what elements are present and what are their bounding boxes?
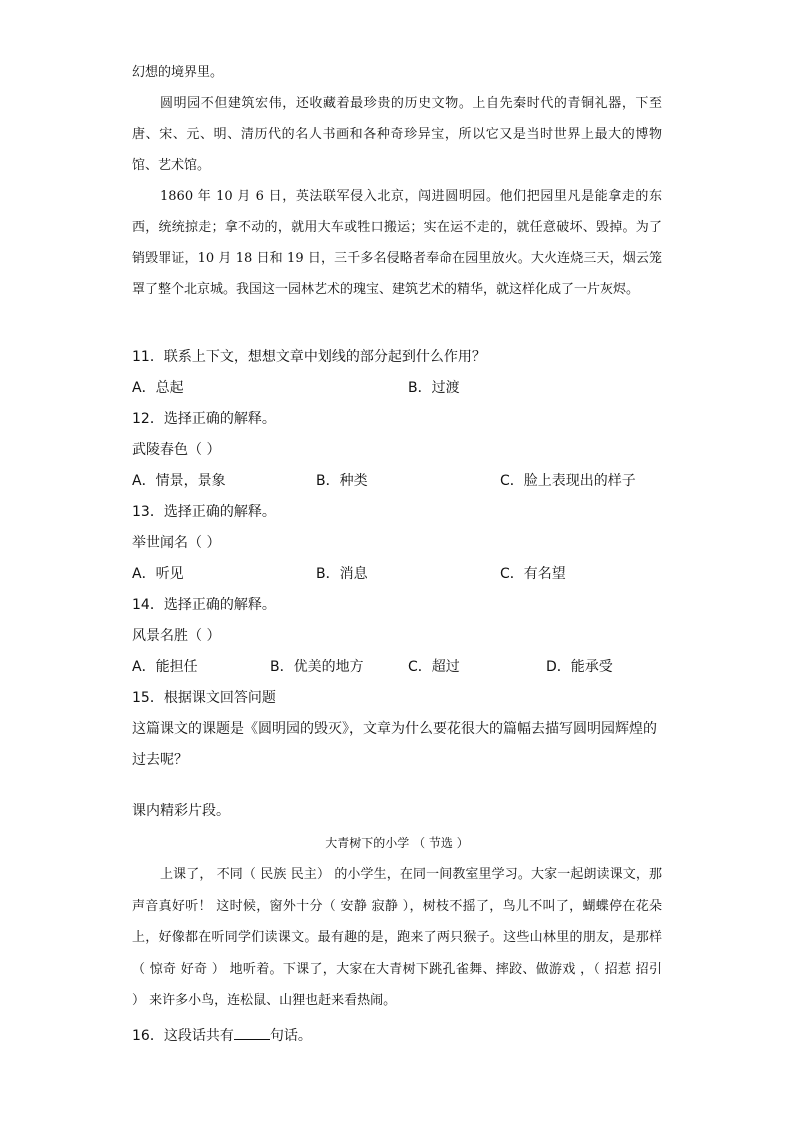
q12-option-a[interactable]: A．情景，景象 xyxy=(132,473,226,489)
question-14-stem: 14．选择正确的解释。 xyxy=(132,597,276,613)
question-11-stem: 11．联系上下文，想想文章中划线的部分起到什么作用？ xyxy=(132,349,486,365)
q14-option-d[interactable]: D．能承受 xyxy=(546,659,613,675)
q13-option-c[interactable]: C．有名望 xyxy=(500,566,566,582)
q14-option-a[interactable]: A．能担任 xyxy=(132,659,198,675)
q11-option-b[interactable]: B．过渡 xyxy=(408,380,460,396)
question-13-stem: 13．选择正确的解释。 xyxy=(132,504,276,520)
question-14-word: 风景名胜（ ） xyxy=(132,628,221,644)
excerpt-title: 大青树下的小学 （ 节选 ） xyxy=(325,836,469,850)
question-16 xyxy=(132,1025,312,1046)
excerpt-passage xyxy=(132,859,662,1017)
question-16-suffix: 句话。 xyxy=(269,1028,312,1044)
q11-option-a[interactable]: A．总起 xyxy=(132,380,184,396)
question-12-word: 武陵春色（ ） xyxy=(132,442,221,458)
passage-paragraph: 幻想的境界里。 xyxy=(132,65,224,80)
section-heading: 课内精彩片段。 xyxy=(132,803,230,819)
question-13-word: 举世闻名（ ） xyxy=(132,535,221,551)
answer-blank[interactable] xyxy=(234,1025,270,1040)
passage-paragraph: 圆明园不但建筑宏伟，还收藏着最珍贵的历史文物。上自先秦时代的青铜礼器，下至唐、宋、元、明、清历代的名人书画和各种奇珍异宝，所以它又是当时世界上最大的博物馆、艺术馆。 xyxy=(132,96,662,173)
q12-option-b[interactable]: B．种类 xyxy=(316,473,368,489)
question-16-prefix: 16．这段话共有 xyxy=(132,1028,234,1044)
question-15-stem: 15．根据课文回答问题 xyxy=(132,690,276,706)
reading-passage xyxy=(132,57,662,305)
question-15-body: 过去呢？ xyxy=(132,752,188,768)
passage-paragraph: 1860 年 10 月 6 日，英法联军侵入北京，闯进圆明园。他们把园里凡是能拿走的东西，统统掠走；拿不动的，就用大车或牲口搬运；实在运不走的，就任意破坏、毁掉。为了销毁罪证，10 月 18 日和 19 日，三千多名侵略者奉命在园里放火。大火连烧三天，烟云笼罩了整个北京城。我国这一园林艺术的瑰宝、建筑艺术的精华，就这样化成了一片灰烬。 xyxy=(132,189,662,297)
question-12-stem: 12．选择正确的解释。 xyxy=(132,411,276,427)
question-15-body: 这篇课文的课题是《圆明园的毁灭》，文章为什么要花很大的篇幅去描写圆明园辉煌的 xyxy=(132,721,657,737)
excerpt-paragraph: 上课了， 不同（ 民族 民主） 的小学生，在同一间教室里学习。大家一起朗读课文，那声音真好听！ 这时候，窗外十分（ 安静 寂静 ），树枝不摇了，鸟儿不叫了，蝴蝶停在花朵上，好像都在听同学们读课文。最有趣的是，跑来了两只猴子。这些山林里的朋友，是那样 （ 惊奇 好奇 ） 地听着。下课了，大家在大青树下跳孔雀舞、摔跤、做游戏 ，（ 招惹 招引 ） 来许多小鸟，连松鼠、山狸也赶来看热闹。 xyxy=(132,867,662,1008)
q13-option-b[interactable]: B．消息 xyxy=(316,566,368,582)
q14-option-b[interactable]: B．优美的地方 xyxy=(270,659,364,675)
q13-option-a[interactable]: A．听见 xyxy=(132,566,184,582)
q12-option-c[interactable]: C．脸上表现出的样子 xyxy=(500,473,636,489)
q14-option-c[interactable]: C．超过 xyxy=(408,659,460,675)
